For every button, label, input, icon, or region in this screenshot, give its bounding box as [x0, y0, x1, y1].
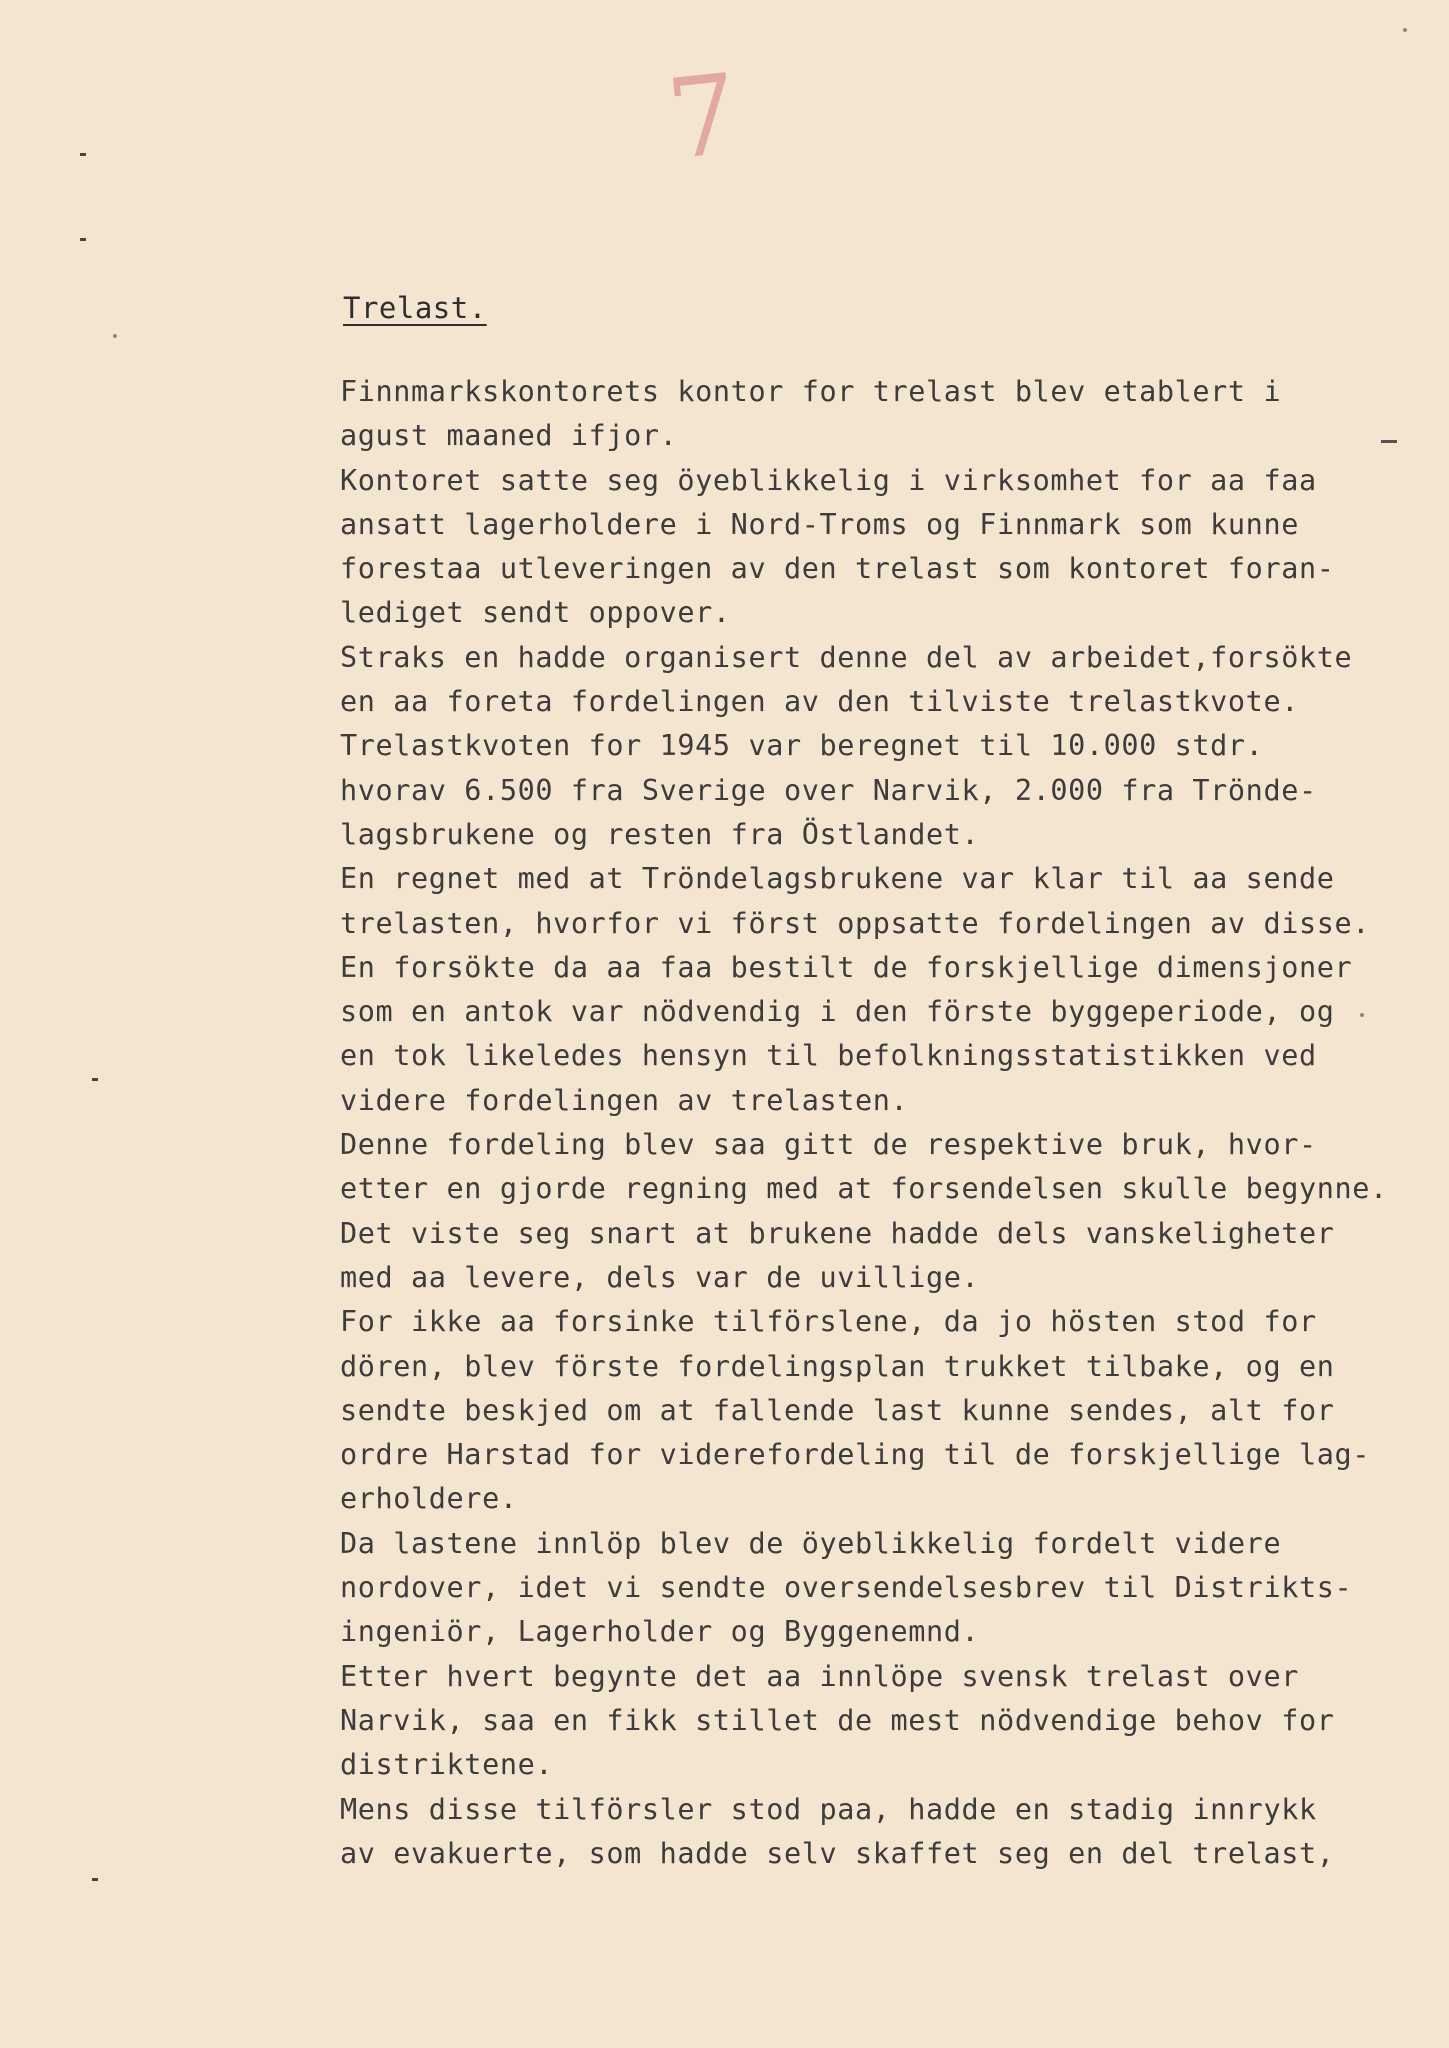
- body-text: [340, 370, 1390, 1876]
- margin-tick: [80, 238, 86, 241]
- text-line: For ikke aa forsinke tilförslene, da jo hösten stod for: [340, 1305, 1317, 1339]
- text-line: med aa levere, dels var de uvillige.: [340, 1260, 980, 1294]
- text-line: etter en gjorde regning med at forsendelsen skulle begynne.: [340, 1172, 1388, 1206]
- text-line: Narvik, saa en fikk stillet de mest nödvendige behov for: [340, 1703, 1335, 1737]
- text-line: Trelastkvoten for 1945 var beregnet til 10.000 stdr.: [340, 729, 1264, 763]
- text-line: lagsbrukene og resten fra Östlandet.: [340, 817, 980, 851]
- page-number: 7: [661, 49, 745, 185]
- text-line: Det viste seg snart at brukene hadde dels vanskeligheter: [340, 1216, 1335, 1250]
- text-line: dören, blev förste fordelingsplan trukket tilbake, og en: [340, 1349, 1335, 1383]
- text-line: Etter hvert begynte det aa innlöpe svensk trelast over: [340, 1659, 1299, 1693]
- text-line: forestaa utleveringen av den trelast som kontoret foran-: [340, 552, 1335, 586]
- text-line: ansatt lagerholdere i Nord-Troms og Finnmark som kunne: [340, 507, 1299, 541]
- margin-speck: [1403, 28, 1407, 32]
- text-line: ordre Harstad for viderefordeling til de forskjellige lag-: [340, 1438, 1370, 1472]
- text-line: erholdere.: [340, 1482, 518, 1516]
- text-line: Denne fordeling blev saa gitt de respektive bruk, hvor-: [340, 1128, 1317, 1162]
- text-line: ingeniör, Lagerholder og Byggenemnd.: [340, 1615, 980, 1649]
- text-line: videre fordelingen av trelasten.: [340, 1083, 909, 1117]
- text-line: Mens disse tilförsler stod paa, hadde en stadig innrykk: [340, 1792, 1317, 1826]
- text-line: hvorav 6.500 fra Sverige over Narvik, 2.000 fra Tröndе-: [340, 773, 1317, 807]
- text-line: Da lastene innlöp blev de öyeblikkelig fordelt videre: [340, 1526, 1282, 1560]
- margin-tick: [92, 1878, 98, 1881]
- text-line: av evakuerte, som hadde selv skaffet seg en del trelast,: [340, 1836, 1335, 1870]
- text-line: en tok likeledes hensyn til befolkningsstatistikken ved: [340, 1039, 1317, 1073]
- text-line: En regnet med at Tröndelagsbrukene var klar til aa sende: [340, 862, 1335, 896]
- margin-mark: [1381, 440, 1397, 443]
- text-line: En forsökte da aa faa bestilt de forskjellige dimensjoner: [340, 950, 1353, 984]
- text-line: Kontoret satte seg öyeblikkelig i virksomhet for aa faa: [340, 463, 1317, 497]
- text-line: en aa foreta fordelingen av den tilviste trelastkvote.: [340, 685, 1299, 719]
- text-line: som en antok var nödvendig i den förste byggeperiode, og: [340, 995, 1335, 1029]
- text-line: sendte beskjed om at fallende last kunne sendes, alt for: [340, 1393, 1335, 1427]
- text-line: lediget sendt oppover.: [340, 596, 731, 630]
- margin-speck: [1360, 1013, 1364, 1017]
- text-line: trelasten, hvorfor vi först oppsatte fordelingen av disse.: [340, 906, 1370, 940]
- text-line: Straks en hadde organisert denne del av arbeidet,forsökte: [340, 640, 1353, 674]
- text-line: Finnmarkskontorets kontor for trelast blev etablert i: [340, 375, 1282, 408]
- text-line: nordover, idet vi sendte oversendelsesbrev til Distrikts-: [340, 1571, 1353, 1605]
- text-line: distriktene.: [340, 1748, 554, 1782]
- margin-tick: [80, 153, 86, 156]
- margin-tick: [92, 1078, 98, 1081]
- text-line: agust maaned ifjor.: [340, 419, 678, 453]
- margin-speck: [113, 334, 117, 338]
- section-heading: Trelast.: [343, 291, 487, 325]
